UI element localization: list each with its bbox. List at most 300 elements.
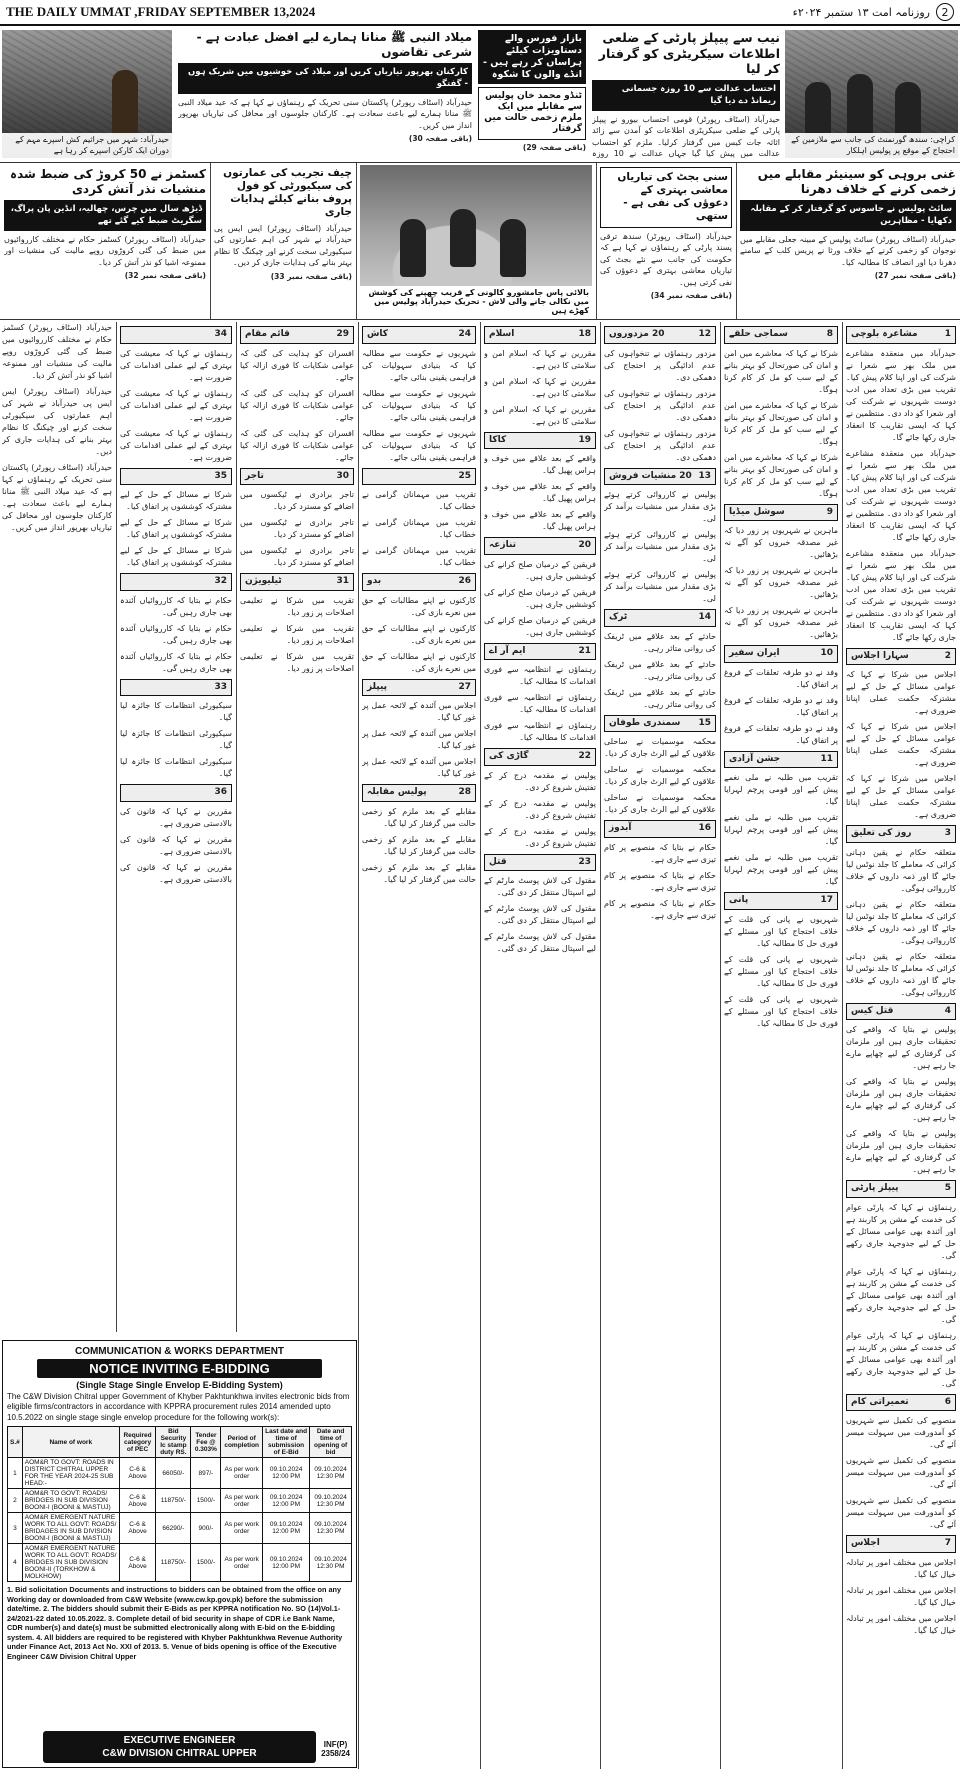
continuation-text: رہنماؤں نے انتظامیہ سے فوری اقدامات کا مطالبہ کیا۔: [484, 721, 596, 742]
continued-label: (باقی صفحہ نمبر 32): [124, 271, 206, 281]
continuation-text: افسران کو ہدایت کی گئی کہ عوامی شکایات کا فوری ازالہ کیا جائے۔: [240, 428, 354, 462]
story-milad: [178, 30, 472, 158]
continuation-number: 4: [944, 1005, 951, 1016]
continuation-number: 2: [944, 650, 951, 661]
table-cell: As per work order: [221, 1544, 263, 1582]
continuation-number: 33: [214, 681, 227, 692]
continuation-header: [362, 679, 476, 697]
story-body: حیدرآباد (اسٹاف رپورٹر) سندھ ترقی پسند پارٹی کے رہنماؤں نے کہا ہے کہ حکومت کی جانب سے نئے بجٹ کی تیاریاں معاشی بہتری کے دعوؤں کی نفی کرتی ہیں۔: [600, 231, 732, 287]
continuation-label: پانی: [729, 895, 749, 905]
continuation-text: فریقین کے درمیان صلح کرانے کی کوششیں جاری ہیں۔: [484, 615, 596, 637]
continuation-label: ٹیلیویژن: [245, 576, 282, 586]
continued-label: (باقی صفحہ نمبر 33): [270, 271, 352, 281]
story-body: حیدرآباد (اسٹاف رپورٹر) پاکستان سنی تحریک کے رہنماؤں نے کہا ہے کہ عید میلاد النبی ﷺ منانا ہمارے لیے باعث سعادت ہے۔ کارکنان جلوسوں اور محافل کی تیاریاں بھرپور انداز میں کریں۔: [2, 463, 112, 532]
continuation-number: 6: [944, 1396, 951, 1407]
table-cell: 1500/-: [191, 1489, 221, 1513]
continuation-text: رہنماؤں نے کہا کہ معیشت کی بہتری کے لیے عملی اقدامات کی ضرورت ہے۔: [120, 388, 232, 422]
continuation-text: حیدرآباد میں منعقدہ مشاعرے میں ملک بھر سے شعرا نے شرکت کی اور اپنا کلام پیش کیا۔ تقریب میں بڑی تعداد میں ادب دوست شہریوں نے شرکت کی اور شعرا کو داد دی۔ منتظمین نے کہا کہ ایسی تقاریب کا انعقاد جاری رکھا جائے گا۔: [846, 348, 956, 442]
continuation-text: حکام نے بتایا کہ منصوبے پر کام تیزی سے جاری ہے۔: [604, 898, 716, 920]
continuation-label: سمندری طوفان: [609, 717, 681, 728]
story-body: حیدرآباد (اسٹاف رپورٹر) ایس ایس پی حیدرآباد نے شہر کی اہم عمارتوں کی سیکیورٹی سخت کرنے اور چیکنگ کا نظام بہتر بنانے کی ہدایات جاری کر دیں۔: [2, 387, 112, 456]
continuation-text: کارکنوں نے اپنے مطالبات کے حق میں نعرے بازی کی۔: [362, 595, 476, 617]
table-row: [8, 1513, 352, 1544]
continuation-text: حادثے کے بعد علاقے میں ٹریفک کی روانی متاثر رہی۔: [604, 631, 716, 653]
continuation-text: منصوبے کی تکمیل سے شہریوں کو آمدورفت میں سہولت میسر آئے گی۔: [846, 1416, 956, 1449]
continuation-number: 19: [578, 434, 591, 445]
continuation-label: سوشل میڈیا: [729, 506, 785, 517]
bids-column-header: Date and time of opening of bid: [310, 1427, 352, 1458]
continuation-text: پولیس نے مقدمہ درج کر کے تفتیش شروع کر دی۔: [484, 826, 596, 848]
notice-intro: The C&W Division Chitral upper Government of Khyber Pakhtunkhwa invites electronic bids from eligible firms/contractors in accordance with KPPRA procurement rules 2014 amended upto 10.5.2022 on single stage single envelop procedure for the following work(s):: [7, 1392, 350, 1422]
continuation-column-4: [484, 322, 596, 1769]
continuation-text: فریقین کے درمیان صلح کرانے کی کوششیں جاری ہیں۔: [484, 559, 596, 581]
continuation-header: [362, 468, 476, 486]
continuation-text: منصوبے کی تکمیل سے شہریوں کو آمدورفت میں سہولت میسر آئے گی۔: [846, 1496, 956, 1529]
continuation-number: 32: [214, 576, 227, 586]
table-cell: 09.10.2024 12:00 PM: [263, 1544, 310, 1582]
bids-column-header: Required category of PEC: [119, 1427, 156, 1458]
continuation-number: 23: [578, 856, 591, 867]
table-row: [8, 1458, 352, 1489]
continuation-text: رہنماؤں نے کہا کہ پارٹی عوام کی خدمت کے مشن پر کاربند ہے اور آئندہ بھی عوامی مسائل کے حل کے لیے جدوجہد جاری رکھے گی۔: [846, 1266, 956, 1324]
continuation-text: پولیس نے مقدمہ درج کر کے تفتیش شروع کر دی۔: [484, 798, 596, 820]
continuation-text: اجلاس میں مختلف امور پر تبادلہ خیال کیا گیا۔: [846, 1557, 956, 1579]
continuation-number: 8: [826, 329, 833, 339]
continued-label: (باقی صفحہ 30): [408, 134, 472, 144]
continuation-column-2: [724, 322, 838, 1769]
continuation-label: تاجر: [245, 470, 264, 481]
continuation-text: محکمہ موسمیات نے ساحلی علاقوں کے لیے الرٹ جاری کر دیا۔: [604, 765, 716, 786]
continuation-text: مقتول کی لاش پوسٹ مارٹم کے لیے اسپتال منتقل کر دی گئی۔: [484, 876, 596, 897]
continuation-text: فریقین کے درمیان صلح کرانے کی کوششیں جاری ہیں۔: [484, 587, 596, 609]
continuation-number: 14: [698, 612, 711, 622]
continuation-text: شہریوں نے حکومت سے مطالبہ کیا کہ بنیادی سہولیات کی فراہمی یقینی بنائی جائے۔: [362, 348, 476, 382]
continuation-number: 15: [698, 717, 711, 728]
headline: بازار فورس والے دستاویزات کیلئے ہراساں کر رہے ہیں - انڈے والوں کا شکوہ: [478, 30, 586, 84]
table-cell: C-6 & Above: [119, 1513, 156, 1544]
continuation-number: 35: [214, 470, 227, 481]
story-body: حیدرآباد (اسٹاف رپورٹر) سائٹ پولیس کے مبینہ جعلی مقابلے میں نوجوان کو زخمی کرنے کے خلاف ورثا نے پریس کلب کے سامنے دھرنا دیا اور انصاف کا مطالبہ کیا۔: [740, 234, 956, 267]
continuation-text: تقریب میں مہمانان گرامی نے خطاب کیا۔: [362, 490, 476, 511]
continuation-text: شرکا نے کہا کہ معاشرے میں امن و امان کی صورتحال کو بہتر بنانے کے لیے سب کو مل کر کام کرنا ہوگا۔: [724, 452, 838, 498]
continuation-text: مقررین نے کہا کہ قانون کی بالادستی ضروری ہے۔: [120, 862, 232, 884]
table-row: [8, 1544, 352, 1582]
continuation-text: مقتول کی لاش پوسٹ مارٹم کے لیے اسپتال منتقل کر دی گئی۔: [484, 904, 596, 925]
story-body: حیدرآباد (اسٹاف رپورٹر) ایس ایس پی حیدرآباد نے شہر کی اہم عمارتوں کی سیکیورٹی سخت کرنے اور چیکنگ کا نظام بہتر بنانے کی ہدایات جاری کر دیں۔: [214, 223, 352, 268]
table-cell: C-6 & Above: [119, 1489, 156, 1513]
continuation-header: [484, 432, 596, 450]
continuation-text: شرکا نے مسائل کے حل کے لیے مشترکہ کوششوں پر اتفاق کیا۔: [120, 546, 232, 567]
headline: چیف تجریب کی عمارتوں کی سیکیورٹی کو فول پروف بنانے کیلئے ہدایات جاری: [223, 167, 352, 219]
continuation-header: [604, 820, 716, 838]
continuation-header: [240, 573, 354, 591]
subheadline: کارکنان بھرپور تیاریاں کریں اور میلاد کی خوشیوں میں شریک ہوں - گفتگو: [178, 63, 472, 94]
table-cell: 4: [8, 1544, 23, 1582]
person-silhouette: [847, 74, 873, 140]
continuation-text: اجلاس میں شرکا نے کہا کہ عوامی مسائل کے حل کے لیے مشترکہ حکمت عملی اپنانا ضروری ہے۔: [846, 774, 956, 819]
photo-left-caption: حیدرآباد: شہر میں جراثیم کش اسپرے مہم کے دوران ایک کارکن اسپرے کر رہا ہے: [2, 133, 172, 158]
continuation-number: 30: [336, 470, 349, 481]
continuation-header: [604, 715, 716, 733]
column-rule: [596, 163, 597, 319]
continuation-number: 13: [698, 470, 711, 481]
continuation-text: پولیس نے کارروائی کرتے ہوئے بڑی مقدار میں منشیات برآمد کر لی۔: [604, 530, 716, 563]
table-cell: AOM&R EMERGENT NATURE WORK TO ALL GOVT: ROADS/ BRIDGES IN SUB DIVISION BOONI-II (TORKHOW & MOLKHOW): [22, 1544, 119, 1582]
table-cell: 2: [8, 1489, 23, 1513]
table-cell: AOM&R EMERGENT NATURE WORK TO ALL GOVT: ROADS/ BRIDAGES IN SUB DIVISION BOONI-I (BOONI & MASTUJ): [22, 1513, 119, 1544]
continuation-text: محکمہ موسمیات نے ساحلی علاقوں کے لیے الرٹ جاری کر دیا۔: [604, 737, 716, 758]
story-body: حیدرآباد (اسٹاف رپورٹر) پاکستان سنی تحریک کے رہنماؤں نے کہا ہے کہ عید میلاد النبی ﷺ منانا ہمارے لیے باعث سعادت ہے۔ کارکنان جلوسوں اور محافل کی تیاریاں بھرپور انداز میں کریں۔: [178, 97, 472, 130]
table-cell: 66290/-: [156, 1513, 191, 1544]
continuation-number: 7: [944, 1538, 951, 1548]
continuation-text: وفد نے دو طرفہ تعلقات کے فروغ پر اتفاق کیا۔: [724, 723, 838, 745]
reference-code: INF(P): [323, 1739, 348, 1749]
continuation-header: [846, 648, 956, 666]
continuation-header: [604, 326, 716, 344]
continuation-text: تاجر برادری نے ٹیکسوں میں اضافے کو مسترد کر دیا۔: [240, 490, 354, 511]
continuation-header: [120, 784, 232, 802]
bids-table-body: [8, 1458, 352, 1582]
continuation-text: ماہرین نے شہریوں پر زور دیا کہ غیر مصدقہ خبروں کو آگے نہ بڑھائیں۔: [724, 526, 838, 559]
column-rule: [210, 163, 211, 319]
continuation-text: پولیس نے بتایا کہ واقعے کی تحقیقات جاری ہیں اور ملزمان کی گرفتاری کے لیے چھاپے مارے جا رہے ہیں۔: [846, 1077, 956, 1122]
continuation-label: 20 منشیات فروش: [609, 470, 692, 481]
continuation-number: 20: [578, 540, 591, 550]
subheadline: سائٹ پولیس نے جاسوس کو گرفتار کر کے مقابلہ دکھایا - مظاہرین: [740, 200, 956, 231]
continuation-number: 11: [820, 753, 833, 764]
notice-reference: [321, 1740, 350, 1759]
column-rule: [358, 322, 359, 1769]
continuation-label: پیپلز پارٹی: [851, 1183, 899, 1193]
bids-column-header: Tender Fee @ 0.303%: [191, 1427, 221, 1458]
urdu-masthead: [793, 3, 954, 21]
continuation-header: [484, 326, 596, 344]
table-cell: AOM&R TO GOVT: ROADS/ BRIDGES IN SUB DIVISION BOONI-I (BOONI & MASTUJ): [22, 1489, 119, 1513]
table-cell: 118750/-: [156, 1544, 191, 1582]
continuation-header: [846, 1394, 956, 1412]
continuation-label: 20 مزدوروں: [609, 329, 665, 339]
table-cell: AOM&R TO GOVT: ROADS IN DISTRICT CHITRAL UPPER FOR THE YEAR 2024-25 SUB HEAD:-: [22, 1458, 119, 1489]
continuation-text: واقعے کے بعد علاقے میں خوف و ہراس پھیل گیا۔: [484, 454, 596, 475]
continuation-text: مقررین نے کہا کہ اسلام امن و سلامتی کا دین ہے۔: [484, 348, 596, 370]
continuation-label: قتل: [489, 856, 507, 867]
continuation-label: ایران سفیر: [729, 648, 780, 658]
continuation-header: [846, 326, 956, 344]
continuation-header: [240, 468, 354, 486]
continuation-text: ماہرین نے شہریوں پر زور دیا کہ غیر مصدقہ خبروں کو آگے نہ بڑھائیں۔: [724, 606, 838, 639]
continuation-text: شرکا نے مسائل کے حل کے لیے مشترکہ کوششوں پر اتفاق کیا۔: [120, 518, 232, 539]
continuation-text: تقریب میں شرکا نے تعلیمی اصلاحات پر زور دیا۔: [240, 623, 354, 645]
bids-column-header: Bid Security Ic stamp duty RS.: [156, 1427, 191, 1458]
bids-column-header: Last date and time of submission of E-Bid: [263, 1427, 310, 1458]
headline: سنی بجٹ کی تیاریاں معاشی بہتری کے دعوؤں کی نفی ہے - ستھی: [600, 167, 732, 228]
continuation-text: حیدرآباد میں منعقدہ مشاعرے میں ملک بھر سے شعرا نے شرکت کی اور اپنا کلام پیش کیا۔ تقریب میں بڑی تعداد میں ادب دوست شہریوں نے شرکت کی اور شعرا کو داد دی۔ منتظمین نے کہا کہ ایسی تقاریب کا انعقاد جاری رکھا جائے گا۔: [846, 448, 956, 542]
continuation-label: کاکا: [489, 434, 507, 445]
continuation-label: آبدوز: [609, 823, 632, 833]
table-cell: 09.10.2024 12:00 PM: [263, 1458, 310, 1489]
continuation-header: [240, 326, 354, 344]
subheadline: ٹنڈو محمد خان پولیس سے مقابلے میں ایک ملزم زخمی حالت میں گرفتار: [478, 87, 586, 140]
continuation-text: رہنماؤں نے کہا کہ پارٹی عوام کی خدمت کے مشن پر کاربند ہے اور آئندہ بھی عوامی مسائل کے حل کے لیے جدوجہد جاری رکھے گی۔: [846, 1330, 956, 1388]
continuation-text: اجلاس میں آئندہ کے لائحہ عمل پر غور کیا گیا۔: [362, 757, 476, 778]
continuation-text: رہنماؤں نے انتظامیہ سے فوری اقدامات کا مطالبہ کیا۔: [484, 693, 596, 714]
continuation-header: [484, 537, 596, 555]
story-body: حیدرآباد (اسٹاف رپورٹر) قومی احتساب بیورو نے پیپلز پارٹی کے ضلعی سیکریٹری اطلاعات کو آمدن سے زائد اثاثہ جات کیس میں گرفتار کرلیا۔ ملزم کو احتساب عدالت میں پیش کیا گیا جہاں عدالت نے 10 روزہ: [592, 114, 780, 158]
continuation-label: پیپلز: [367, 681, 387, 692]
continuation-number: 1: [944, 329, 951, 339]
photo-river: [360, 165, 592, 317]
headline: کسٹمز نے 50 کروڑ کی ضبط شدہ منشیات نذر آتش کردی: [10, 167, 206, 196]
continuation-text: حکام نے بتایا کہ کارروائیاں آئندہ بھی جاری رہیں گی۔: [120, 623, 232, 645]
continuation-text: پولیس نے بتایا کہ واقعے کی تحقیقات جاری ہیں اور ملزمان کی گرفتاری کے لیے چھاپے مارے جا رہے ہیں۔: [846, 1025, 956, 1070]
table-cell: As per work order: [221, 1458, 263, 1489]
continuation-text: تقریب میں مہمانان گرامی نے خطاب کیا۔: [362, 518, 476, 539]
continuation-text: سیکیورٹی انتظامات کا جائزہ لیا گیا۔: [120, 701, 232, 722]
continuation-header: [724, 645, 838, 663]
continuation-column-6: [240, 322, 354, 1332]
continuation-text: شہریوں نے پانی کی قلت کے خلاف احتجاج کیا اور مسئلے کے فوری حل کا مطالبہ کیا۔: [724, 994, 838, 1028]
photo-left: [2, 30, 172, 158]
continuation-text: شرکا نے کہا کہ معاشرے میں امن و امان کی صورتحال کو بہتر بنانے کے لیے سب کو مل کر کام کرنا ہوگا۔: [724, 400, 838, 446]
continuation-number: 29: [336, 329, 349, 339]
continuation-label: تنازعہ: [489, 540, 517, 550]
english-masthead-title: THE DAILY UMMAT ,FRIDAY SEPTEMBER 13,2024: [6, 4, 316, 19]
continuation-number: 10: [820, 648, 833, 658]
continuation-text: شہریوں نے پانی کی قلت کے خلاف احتجاج کیا اور مسئلے کے فوری حل کا مطالبہ کیا۔: [724, 954, 838, 988]
bids-column-header: Name of work: [22, 1427, 119, 1458]
continuation-text: حکام نے بتایا کہ کارروائیاں آئندہ بھی جاری رہیں گی۔: [120, 651, 232, 673]
table-cell: 09.10.2024 12:00 PM: [263, 1489, 310, 1513]
continuation-label: بدو: [367, 576, 382, 586]
notice-signature: [43, 1731, 316, 1763]
continuation-text: تقریب میں شرکا نے تعلیمی اصلاحات پر زور دیا۔: [240, 595, 354, 617]
column-rule: [720, 322, 721, 1769]
continuation-label: روز کی تعلیق: [851, 828, 912, 838]
continuation-text: مقررین نے کہا کہ اسلام امن و سلامتی کا دین ہے۔: [484, 404, 596, 426]
continuation-header: [846, 1003, 956, 1021]
continuation-label: اسلام: [489, 329, 515, 339]
continuation-label: اجلاس: [851, 1538, 880, 1548]
continuation-label: قتل کیس: [851, 1005, 894, 1016]
continuation-header: [120, 573, 232, 591]
table-cell: As per work order: [221, 1513, 263, 1544]
continuation-number: 24: [458, 329, 471, 339]
continuation-label: گاڑی کی: [489, 751, 529, 761]
continuation-text: شرکا نے کہا کہ معاشرے میں امن و امان کی صورتحال کو بہتر بنانے کے لیے سب کو مل کر کام کرنا ہوگا۔: [724, 348, 838, 394]
continuation-number: 25: [458, 470, 471, 481]
continuation-header: [120, 468, 232, 486]
table-cell: 09.10.2024 12:30 PM: [310, 1458, 352, 1489]
continuation-text: متعلقہ حکام نے یقین دہانی کرائی کہ معاملے کا جلد نوٹس لیا جائے گا اور ذمہ داروں کے خلاف کارروائی ہوگی۔: [846, 951, 956, 997]
notice-terms: 1. Bid solicitation Documents and instructions to bidders can be obtained from the office on any Working day or downloaded from C&W Website (www.cw.kp.gov.pk) before the submission date/time. 2. The bidders should submit their E-Bids as per KPPRA notification No. SO (14)Vol.1-24/2021-22 dated 10.05.2022. 3. Complete detail of bid security in shape of CDR i.e Bank Name, CDR number(s) and date(s) must be submitted electronically along with E-bid on the E-bidding system. 4. All bidders are required to be registered with Khyber Pakhtunkhwa Revenue Authority under Finance Act, 2013 Act No. XXI of 2013. 5. Venue of bids opening is office of the Executive Engineer C&W Division Chitral Upper: [7, 1585, 343, 1661]
person-silhouette: [500, 219, 526, 277]
continuation-text: شہریوں نے حکومت سے مطالبہ کیا کہ بنیادی سہولیات کی فراہمی یقینی بنائی جائے۔: [362, 388, 476, 422]
table-row: [8, 1489, 352, 1513]
continuation-header: [484, 748, 596, 766]
continuation-text: منصوبے کی تکمیل سے شہریوں کو آمدورفت میں سہولت میسر آئے گی۔: [846, 1456, 956, 1489]
continuation-number: 12: [698, 329, 711, 339]
continuation-number: 16: [698, 823, 711, 833]
continuation-column-1: [846, 322, 956, 1769]
photo-right-caption: کراچی: سندھ گورنمنٹ کی جانب سے ملازمین کے احتجاج کے موقع پر پولیس اہلکار: [785, 133, 958, 158]
continuation-text: متعلقہ حکام نے یقین دہانی کرائی کہ معاملے کا جلد نوٹس لیا جائے گا اور ذمہ داروں کے خلاف کارروائی ہوگی۔: [846, 899, 956, 945]
continuation-text: رہنماؤں نے انتظامیہ سے فوری اقدامات کا مطالبہ کیا۔: [484, 665, 596, 686]
continuation-text: رہنماؤں نے کہا کہ معیشت کی بہتری کے لیے عملی اقدامات کی ضرورت ہے۔: [120, 428, 232, 462]
bids-column-header: S.#: [8, 1427, 23, 1458]
table-cell: 118750/-: [156, 1489, 191, 1513]
continuation-number: 36: [214, 787, 227, 797]
continuation-label: ٹرک: [609, 612, 628, 622]
photo-river-caption: بالائی پاس جامشورو کالونی کے قریب چھپنے کی کوشش میں نکالی جانے والی لاش - تحریک حیدرآباد پولیس میں کھڑے ہیں: [360, 286, 592, 317]
continuation-text: کارکنوں نے اپنے مطالبات کے حق میں نعرے بازی کی۔: [362, 623, 476, 645]
column-rule: [356, 163, 357, 319]
continuation-text: تقریب میں طلبہ نے ملی نغمے پیش کیے اور قومی پرچم لہرایا گیا۔: [724, 773, 838, 806]
continuation-text: رہنماؤں نے کہا کہ معیشت کی بہتری کے لیے عملی اقدامات کی ضرورت ہے۔: [120, 348, 232, 382]
continuation-number: 18: [578, 329, 591, 339]
continuation-text: کارکنوں نے اپنے مطالبات کے حق میں نعرے بازی کی۔: [362, 651, 476, 673]
signature-office: C&W DIVISION CHITRAL UPPER: [102, 1748, 257, 1759]
notice-department: COMMUNICATION & WORKS DEPARTMENT: [74, 1346, 285, 1357]
continuation-text: واقعے کے بعد علاقے میں خوف و ہراس پھیل گیا۔: [484, 482, 596, 503]
continuation-text: مزدور رہنماؤں نے تنخواہوں کی عدم ادائیگی پر احتجاج کی دھمکی دی۔: [604, 348, 716, 382]
continuation-text: وفد نے دو طرفہ تعلقات کے فروغ پر اتفاق کیا۔: [724, 695, 838, 717]
table-cell: 900/-: [191, 1513, 221, 1544]
continuation-label: ایم آر اے: [489, 645, 526, 656]
continuation-column-7: [120, 322, 232, 1332]
table-cell: 897/-: [191, 1458, 221, 1489]
story-budget: [600, 167, 732, 315]
table-cell: 1: [8, 1458, 23, 1489]
continuation-text: واقعے کے بعد علاقے میں خوف و ہراس پھیل گیا۔: [484, 510, 596, 531]
column-rule: [842, 322, 843, 1769]
continuation-number: 28: [458, 787, 471, 797]
headline: میلاد النبی ﷺ منانا ہمارے لیے افضل عبادت ہے - شرعی تقاضوں: [196, 30, 472, 59]
table-cell: C-6 & Above: [119, 1458, 156, 1489]
continuation-text: پولیس نے کارروائی کرتے ہوئے بڑی مقدار میں منشیات برآمد کر لی۔: [604, 570, 716, 603]
continuation-text: تقریب میں طلبہ نے ملی نغمے پیش کیے اور قومی پرچم لہرایا گیا۔: [724, 813, 838, 846]
page-number: 2: [936, 3, 954, 21]
continued-label: (باقی صفحہ نمبر 34): [650, 291, 732, 301]
continuation-header: [724, 326, 838, 344]
continuation-number: 27: [458, 681, 471, 692]
continuation-text: پولیس نے بتایا کہ واقعے کی تحقیقات جاری ہیں اور ملزمان کی گرفتاری کے لیے چھاپے مارے جا رہے ہیں۔: [846, 1129, 956, 1174]
headline: غنی بروہی کو سینیئر مقابلے میں زخمی کرنے کے خلاف دھرنا: [757, 167, 956, 196]
signature-title: EXECUTIVE ENGINEER: [123, 1735, 236, 1746]
continuation-text: مقابلے کے بعد ملزم کو زخمی حالت میں گرفتار کر لیا گیا۔: [362, 806, 476, 828]
continuation-text: اجلاس میں شرکا نے کہا کہ عوامی مسائل کے حل کے لیے مشترکہ حکمت عملی اپنانا ضروری ہے۔: [846, 670, 956, 715]
continuation-text: اجلاس میں مختلف امور پر تبادلہ خیال کیا گیا۔: [846, 1613, 956, 1635]
person-silhouette: [895, 82, 921, 140]
continuation-label: تعمیراتی کام: [851, 1396, 909, 1407]
continuation-number: 17: [820, 895, 833, 905]
masthead: [0, 0, 960, 26]
table-cell: 1500/-: [191, 1544, 221, 1582]
continuation-text: اجلاس میں آئندہ کے لائحہ عمل پر غور کیا گیا۔: [362, 701, 476, 722]
continuation-text: پولیس نے مقدمہ درج کر کے تفتیش شروع کر دی۔: [484, 770, 596, 792]
bids-column-header: Period of completion: [221, 1427, 263, 1458]
column-rule: [236, 322, 237, 1332]
continuation-label: سماجی حلقے: [729, 329, 788, 339]
person-silhouette: [400, 219, 426, 277]
story-customs: [4, 167, 206, 315]
notice-subtitle: (Single Stage Single Envelop E-Bidding System): [76, 1380, 283, 1390]
continuation-header: [362, 326, 476, 344]
reference-number: 2358/24: [321, 1749, 350, 1759]
continuation-text: پولیس نے کارروائی کرتے ہوئے بڑی مقدار میں منشیات برآمد کر لی۔: [604, 490, 716, 523]
bids-table: [7, 1426, 352, 1582]
continuation-column-3: [604, 322, 716, 1769]
continuation-text: حکام نے بتایا کہ کارروائیاں آئندہ بھی جاری رہیں گی۔: [120, 595, 232, 617]
continuation-header: [120, 679, 232, 697]
column-rule: [600, 322, 601, 1769]
continuation-text: تاجر برادری نے ٹیکسوں میں اضافے کو مسترد کر دیا۔: [240, 518, 354, 539]
continuation-text: حیدرآباد میں منعقدہ مشاعرے میں ملک بھر سے شعرا نے شرکت کی اور اپنا کلام پیش کیا۔ تقریب میں بڑی تعداد میں ادب دوست شہریوں نے شرکت کی اور شعرا کو داد دی۔ منتظمین نے کہا کہ ایسی تقاریب کا انعقاد جاری رکھا جائے گا۔: [846, 548, 956, 642]
continuation-text: مقتول کی لاش پوسٹ مارٹم کے لیے اسپتال منتقل کر دی گئی۔: [484, 932, 596, 953]
table-cell: 3: [8, 1513, 23, 1544]
continuation-text: شرکا نے مسائل کے حل کے لیے مشترکہ کوششوں پر اتفاق کیا۔: [120, 490, 232, 511]
continuation-header: [604, 468, 716, 486]
table-cell: 09.10.2024 12:30 PM: [310, 1544, 352, 1582]
continuation-text: حادثے کے بعد علاقے میں ٹریفک کی روانی متاثر رہی۔: [604, 659, 716, 681]
continuation-text: افسران کو ہدایت کی گئی کہ عوامی شکایات کا فوری ازالہ کیا جائے۔: [240, 348, 354, 382]
continuation-text: تاجر برادری نے ٹیکسوں میں اضافے کو مسترد کر دیا۔: [240, 546, 354, 567]
person-silhouette: [805, 82, 831, 140]
continuation-label: مشاعرہ بلوچی: [851, 329, 918, 339]
continuation-label: سہارا اجلاس: [851, 650, 909, 661]
continuation-text: رہنماؤں نے کہا کہ پارٹی عوام کی خدمت کے مشن پر کاربند ہے اور آئندہ بھی عوامی مسائل کے حل کے لیے جدوجہد جاری رکھے گی۔: [846, 1202, 956, 1260]
continuation-number: 21: [578, 645, 591, 656]
continuation-text: شہریوں نے حکومت سے مطالبہ کیا کہ بنیادی سہولیات کی فراہمی یقینی بنائی جائے۔: [362, 428, 476, 462]
story-security: [214, 167, 352, 315]
continuation-text: وفد نے دو طرفہ تعلقات کے فروغ پر اتفاق کیا۔: [724, 667, 838, 689]
table-cell: 66050/-: [156, 1458, 191, 1489]
continuation-text: اجلاس میں آئندہ کے لائحہ عمل پر غور کیا گیا۔: [362, 729, 476, 750]
column-rule: [736, 163, 737, 319]
story-body: حیدرآباد (اسٹاف رپورٹر) کسٹمز حکام نے مختلف کارروائیوں میں ضبط کی گئی کروڑوں روپے مالیت کی منشیات اور ممنوعہ اشیا کو نذر آتش کر دیا۔: [2, 323, 112, 380]
continuation-header: [846, 1180, 956, 1198]
continuation-number: 22: [578, 751, 591, 761]
continuation-text: سیکیورٹی انتظامات کا جائزہ لیا گیا۔: [120, 757, 232, 778]
continuation-text: اجلاس میں مختلف امور پر تبادلہ خیال کیا گیا۔: [846, 1585, 956, 1607]
continued-label: (باقی صفحہ نمبر 27): [874, 271, 956, 281]
table-cell: 09.10.2024 12:30 PM: [310, 1489, 352, 1513]
continuation-column-8: [2, 322, 112, 1332]
continuation-text: حادثے کے بعد علاقے میں ٹریفک کی روانی متاثر رہی۔: [604, 687, 716, 709]
continuation-text: تقریب میں مہمانان گرامی نے خطاب کیا۔: [362, 546, 476, 567]
continuation-text: مقررین نے کہا کہ قانون کی بالادستی ضروری ہے۔: [120, 834, 232, 856]
continuation-text: مزدور رہنماؤں نے تنخواہوں کی عدم ادائیگی پر احتجاج کی دھمکی دی۔: [604, 428, 716, 462]
continuation-text: متعلقہ حکام نے یقین دہانی کرائی کہ معاملے کا جلد نوٹس لیا جائے گا اور ذمہ داروں کے خلاف کارروائی ہوگی۔: [846, 847, 956, 893]
continuation-text: ماہرین نے شہریوں پر زور دیا کہ غیر مصدقہ خبروں کو آگے نہ بڑھائیں۔: [724, 566, 838, 599]
continuation-text: افسران کو ہدایت کی گئی کہ عوامی شکایات کا فوری ازالہ کیا جائے۔: [240, 388, 354, 422]
story-ppp-secretary: [592, 30, 780, 158]
continuation-header: [484, 643, 596, 661]
continuation-header: [724, 751, 838, 769]
table-cell: As per work order: [221, 1489, 263, 1513]
person-silhouette: [450, 209, 476, 267]
continuation-label: کاش: [367, 329, 389, 339]
continuation-header: [724, 892, 838, 910]
continuation-text: محکمہ موسمیات نے ساحلی علاقوں کے لیے الرٹ جاری کر دیا۔: [604, 793, 716, 814]
table-cell: C-6 & Above: [119, 1544, 156, 1582]
continuation-text: مزدور رہنماؤں نے تنخواہوں کی عدم ادائیگی پر احتجاج کی دھمکی دی۔: [604, 388, 716, 422]
continuation-header: [604, 609, 716, 627]
story-market-force: [478, 30, 586, 158]
urdu-masthead-date: روزنامہ امت ۱۳ ستمبر ۲۰۲۴ء: [792, 5, 930, 19]
continuation-text: سیکیورٹی انتظامات کا جائزہ لیا گیا۔: [120, 729, 232, 750]
continuation-text: مقابلے کے بعد ملزم کو زخمی حالت میں گرفتار کر لیا گیا۔: [362, 834, 476, 856]
continuation-label: جشن آزادی: [729, 753, 781, 764]
